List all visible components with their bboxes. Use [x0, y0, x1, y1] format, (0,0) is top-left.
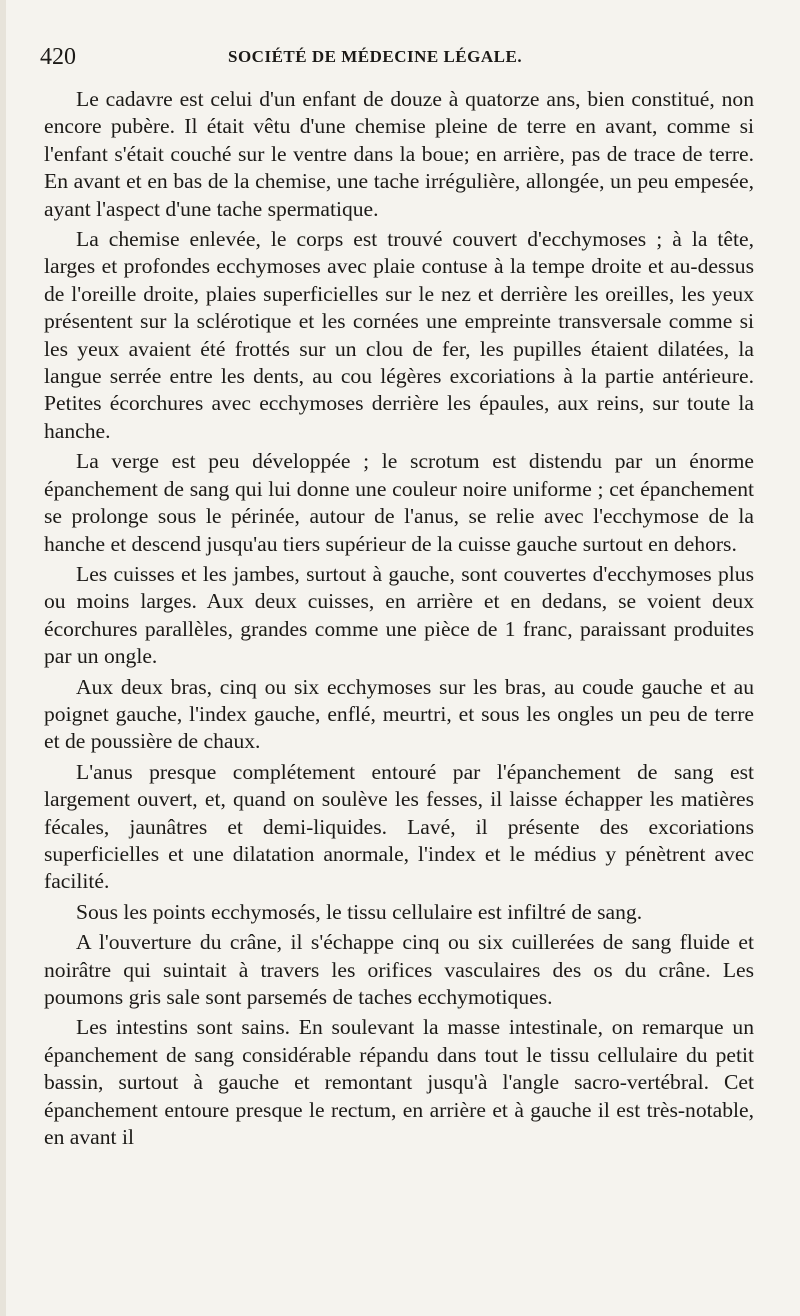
- paragraph: A l'ouverture du crâne, il s'échappe cinq ou six cuillerées de sang fluide et noirâtre qui suintait à travers les orifices vasculaires des os du crâne. Les poumons gris sale sont parsemés de taches ecchymotiques.: [44, 930, 754, 1009]
- paragraph: La verge est peu développée ; le scrotum est distendu par un énorme épanchement de sang qui lui donne une couleur noire uniforme ; cet épanchement se prolonge sous le périnée, autour de l'anus, se relie avec l'ecchymose de la hanche et descend jusqu'au tiers supérieur de la cuisse gauche surtout en dehors.: [44, 449, 754, 556]
- page-header: [40, 44, 760, 74]
- paragraph: Les intestins sont sains. En soulevant la masse intestinale, on remarque un épanchement de sang considérable répandu dans tout le tissu cellulaire du petit bassin, surtout à gauche et remontant jusqu'à l'angle sacro-vertébral. Cet épanchement entoure presque le rectum, en arrière et à gauche il est très-notable, en avant il: [44, 1015, 754, 1150]
- paragraph: Le cadavre est celui d'un enfant de douze à quatorze ans, bien constitué, non encore pubère. Il était vêtu d'une chemise pleine de terre en avant, comme si l'enfant s'était couché sur le ventre dans la boue; en arrière, pas de trace de terre. En avant et en bas de la chemise, une tache irrégulière, allongée, un peu empesée, ayant l'aspect d'une tache spermatique.: [44, 87, 754, 221]
- page-number: 420: [40, 44, 76, 70]
- body-text: [44, 86, 754, 1154]
- paragraph: Les cuisses et les jambes, surtout à gauche, sont couvertes d'ecchymoses plus ou moins larges. Aux deux cuisses, en arrière et en dedans, se voient deux écorchures parallèles, grandes comme une pièce de 1 franc, paraissant produites par un ongle.: [44, 561, 754, 669]
- paragraph: La chemise enlevée, le corps est trouvé couvert d'ecchymoses ; à la tête, larges et profondes ecchymoses avec plaie contuse à la tempe droite et au-dessus de l'oreille droite, plaies superficielles sur le nez et derrière les oreilles, les yeux présentent sur la sclérotique et les cornées une empreinte transversale comme si les yeux avaient été frottés sur un clou de fer, les pupilles étaient dilatées, la langue serrée entre les dents, au cou légères excoriations à la partie antérieure. Petites écorchures avec ecchymoses derrière les épaules, aux reins, sur toute la hanche.: [44, 227, 754, 443]
- page-edge-shadow: [0, 0, 6, 1316]
- running-head: SOCIÉTÉ DE MÉDECINE LÉGALE.: [228, 47, 523, 66]
- paragraph: Sous les points ecchymosés, le tissu cellulaire est infiltré de sang.: [76, 899, 643, 924]
- paragraph: Aux deux bras, cinq ou six ecchymoses sur les bras, au coude gauche et au poignet gauche, l'index gauche, enflé, meurtri, et sous les ongles un peu de terre et de poussière de chaux.: [44, 674, 754, 754]
- paragraph: L'anus presque complétement entouré par l'épanchement de sang est largement ouvert, et, quand on soulève les fesses, il laisse échapper les matières fécales, jaunâtres et demi-liquides. Lavé, il présente des excoriations superficielles et une dilatation anormale, l'index et le médius y pénètrent avec facilité.: [44, 759, 754, 894]
